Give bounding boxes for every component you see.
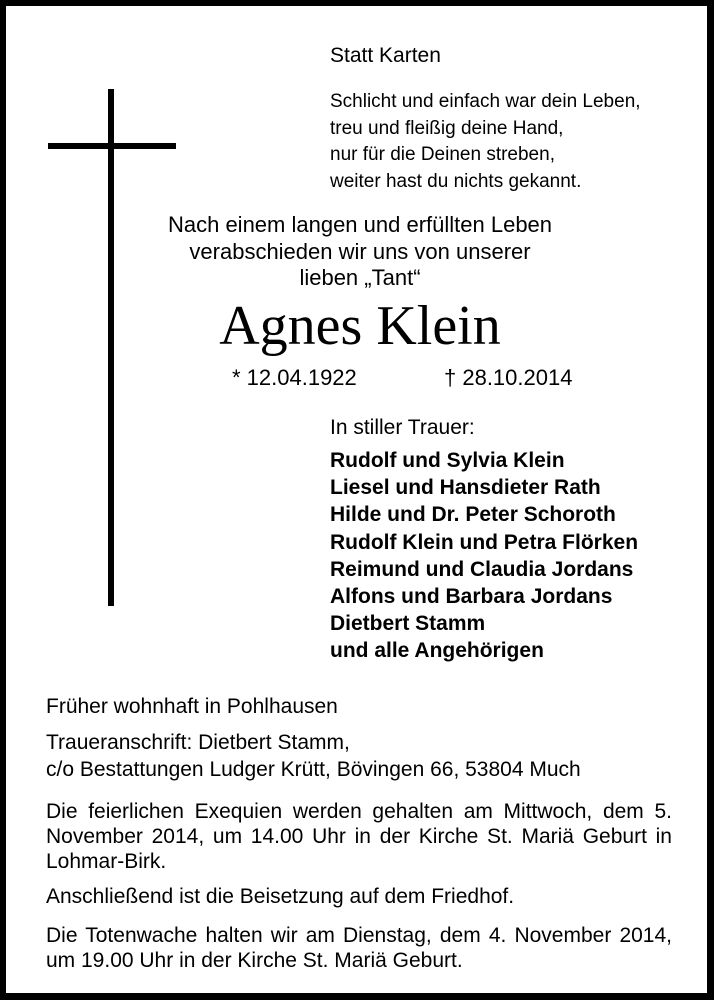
deceased-name: Agnes Klein xyxy=(219,295,501,357)
mourning-label: In stiller Trauer: xyxy=(330,416,475,439)
family-member: Alfons und Barbara Jordans xyxy=(330,585,613,609)
poem-line: Schlicht und einfach war dein Leben, xyxy=(330,91,641,112)
family-member: und alle Angehörigen xyxy=(330,639,544,663)
funeral-address xyxy=(46,729,581,783)
family-member: Rudolf und Sylvia Klein xyxy=(330,449,565,472)
poem-line: treu und fleißig deine Hand, xyxy=(330,117,564,139)
family-member: Dietbert Stamm xyxy=(330,612,486,636)
burial-line: Anschließend ist die Beisetzung auf dem Friedhof. xyxy=(46,885,515,908)
poem-line: nur für die Deinen streben, xyxy=(330,144,555,165)
header-statt-karten: Statt Karten xyxy=(330,44,441,67)
intro-line: lieben „Tant“ xyxy=(299,265,421,290)
residence-line: Früher wohnhaft in Pohlhausen xyxy=(46,695,338,718)
family-member: Liesel und Hansdieter Rath xyxy=(330,476,601,500)
family-list xyxy=(330,447,638,665)
address-line: c/o Bestattungen Ludger Krütt, Bövingen 66, 53804 Much xyxy=(46,758,581,781)
address-line: Traueranschrift: Dietbert Stamm, xyxy=(46,731,350,754)
family-member: Hilde und Dr. Peter Schoroth xyxy=(330,503,616,527)
intro-line: Nach einem langen und erfüllten Leben xyxy=(167,212,553,237)
birth-date: * 12.04.1922 xyxy=(232,365,357,390)
death-date: † 28.10.2014 xyxy=(444,365,573,390)
wake-paragraph: Die Totenwache halten wir am Dienstag, dem 4. November 2014, um 19.00 Uhr in der Kirche St. Mariä Geburt. xyxy=(46,924,672,972)
poem-line: weiter hast du nichts gekannt. xyxy=(330,170,582,192)
intro-line: verabschieden wir uns von unserer xyxy=(189,238,531,264)
family-member: Rudolf Klein und Petra Flörken xyxy=(330,530,639,554)
poem xyxy=(330,89,641,195)
family-member: Reimund und Claudia Jordans xyxy=(330,557,634,581)
intro-text xyxy=(150,212,570,292)
exequies-paragraph: Die feierlichen Exequien werden gehalten am Mittwoch, dem 5. November 2014, um 14.00 Uhr in der Kirche St. Mariä Geburt in Lohmar-Birk. xyxy=(46,800,672,873)
cross-horizontal-bar xyxy=(48,143,176,149)
